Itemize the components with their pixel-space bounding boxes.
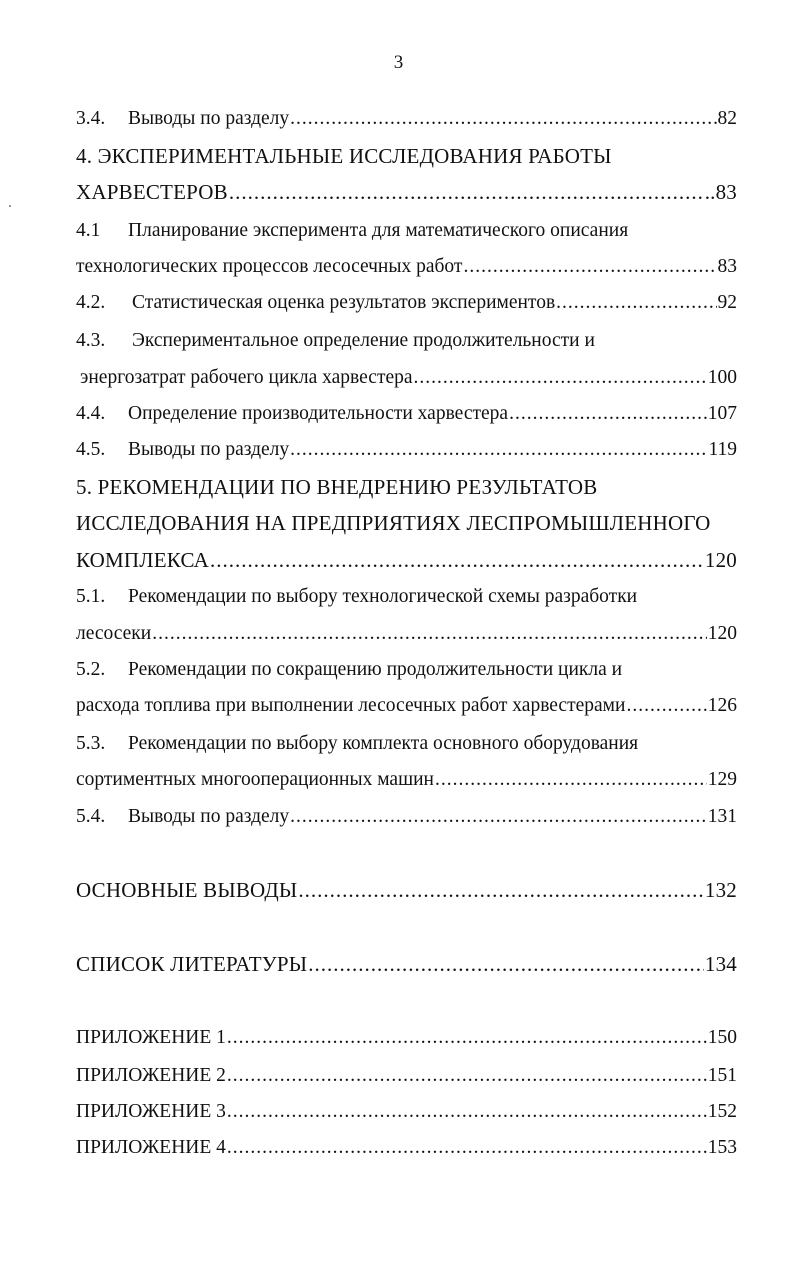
toc-title: Рекомендации по выбору технологической схемы разработки <box>128 586 638 607</box>
toc-leader <box>414 367 707 389</box>
toc-title: ПРИЛОЖЕНИЕ 3 <box>76 1101 226 1122</box>
toc-page: 134 <box>704 952 737 976</box>
toc-number: 4.3. <box>76 330 106 351</box>
toc-title: ИССЛЕДОВАНИЯ НА ПРЕДПРИЯТИЯХ ЛЕСПРОМЫШЛЕННОГО <box>76 511 711 535</box>
toc-entry-5-2-line-2 <box>76 695 737 725</box>
toc-entry-5-3-line-1 <box>76 733 737 763</box>
toc-number: 3.4. <box>76 108 106 129</box>
toc-entry-5-2-line-1 <box>76 659 737 689</box>
toc-leader <box>210 548 704 573</box>
toc-chapter-5-line-2 <box>76 511 737 541</box>
toc-title: 4. ЭКСПЕРИМЕНТАЛЬНЫЕ ИССЛЕДОВАНИЯ РАБОТЫ <box>76 144 612 168</box>
toc-page: 153 <box>707 1137 737 1158</box>
toc-leader <box>509 403 707 425</box>
toc-entry-3-4 <box>76 108 737 138</box>
toc-leader <box>227 1027 707 1049</box>
toc-title: ПРИЛОЖЕНИЕ 4 <box>76 1137 226 1158</box>
toc-leader <box>298 878 703 903</box>
toc-page: 119 <box>708 439 737 460</box>
toc-title: Выводы по разделу <box>128 108 290 129</box>
toc-title: ПРИЛОЖЕНИЕ 1 <box>76 1027 226 1048</box>
toc-appendix-4 <box>76 1137 737 1167</box>
toc-title: ХАРВЕСТЕРОВ <box>76 180 228 204</box>
toc-title: Рекомендации по выбору комплекта основного оборудования <box>128 733 639 754</box>
toc-title: Статистическая оценка результатов экспериментов <box>132 292 556 313</box>
toc-title: Определение производительности харвестера <box>128 403 509 424</box>
toc-page: 82 <box>717 108 737 129</box>
toc-leader <box>435 769 707 791</box>
toc-chapter-5-line-3 <box>76 548 737 578</box>
toc-chapter-5-line-1 <box>76 475 737 505</box>
toc-entry-4-3-line-1 <box>76 330 737 360</box>
toc-page: 107 <box>707 403 737 424</box>
toc-page: 92 <box>717 292 737 313</box>
toc-leader <box>227 1137 707 1159</box>
toc-title: расхода топлива при выполнении лесосечных работ харвестерами <box>76 695 626 716</box>
toc-entry-4-4 <box>76 403 737 433</box>
toc-references <box>76 952 737 982</box>
toc-leader <box>227 1065 707 1087</box>
page-number: 3 <box>393 52 404 73</box>
toc-title: Планирование эксперимента для математического описания <box>128 220 629 241</box>
toc-title: СПИСОК ЛИТЕРАТУРЫ <box>76 952 308 976</box>
toc-leader <box>556 292 716 314</box>
toc-entry-5-4 <box>76 806 737 836</box>
toc-title: технологических процессов лесосечных работ <box>76 256 463 277</box>
toc-entry-5-3-line-2 <box>76 769 737 799</box>
toc-entry-4-5 <box>76 439 737 469</box>
toc-leader <box>229 180 704 205</box>
toc-title: Выводы по разделу <box>128 806 290 827</box>
toc-number: 4.4. <box>76 403 106 424</box>
toc-leader <box>227 1101 707 1123</box>
toc-title: Рекомендации по сокращению продолжительности цикла и <box>128 659 623 680</box>
toc-page: 83 <box>717 256 737 277</box>
toc-number: 5.1. <box>76 586 106 607</box>
toc-title: лесосеки <box>76 623 152 644</box>
toc-chapter-4-line-2 <box>76 180 737 210</box>
toc-page: 150 <box>707 1027 737 1048</box>
toc-number: 5.4. <box>76 806 106 827</box>
toc-main-conclusions <box>76 878 737 908</box>
toc-number: 5.2. <box>76 659 106 680</box>
toc-entry-4-2 <box>76 292 737 322</box>
toc-title: энергозатрат рабочего цикла харвестера <box>80 367 413 388</box>
toc-page: ..83 <box>704 180 737 204</box>
toc-entry-4-1-line-1 <box>76 220 737 250</box>
toc-leader <box>463 256 716 278</box>
toc-page: 152 <box>707 1101 737 1122</box>
toc-appendix-3 <box>76 1101 737 1131</box>
toc-number: 5.3. <box>76 733 106 754</box>
toc-leader <box>290 108 716 130</box>
toc-leader <box>290 806 707 828</box>
toc-title: сортиментных многооперационных машин <box>76 769 434 790</box>
toc-page: 126 <box>707 695 737 716</box>
toc-entry-5-1-line-1 <box>76 586 737 616</box>
toc-number: 4.1 <box>76 220 101 241</box>
toc-title: ПРИЛОЖЕНИЕ 2 <box>76 1065 226 1086</box>
toc-page: 151 <box>707 1065 737 1086</box>
toc-appendix-2 <box>76 1065 737 1095</box>
toc-page: 120 <box>707 623 737 644</box>
toc-entry-5-1-line-2 <box>76 623 737 653</box>
toc-leader <box>290 439 707 461</box>
toc-title: КОМПЛЕКСА <box>76 548 209 572</box>
toc-page: 120 <box>704 548 737 572</box>
toc-appendix-1 <box>76 1027 737 1057</box>
toc-chapter-4-line-1 <box>76 144 737 174</box>
toc-title: Выводы по разделу <box>128 439 290 460</box>
toc-title: 5. РЕКОМЕНДАЦИИ ПО ВНЕДРЕНИЮ РЕЗУЛЬТАТОВ <box>76 475 598 499</box>
toc-page: 131 <box>707 806 737 827</box>
toc-leader <box>152 623 707 645</box>
toc-title: Экспериментальное определение продолжительности и <box>132 330 595 351</box>
scan-speck <box>9 205 11 207</box>
toc-page: 100 <box>707 367 737 388</box>
toc-number: 4.5. <box>76 439 106 460</box>
toc-entry-4-3-line-2 <box>80 367 737 397</box>
toc-leader <box>626 695 706 717</box>
toc-entry-4-1-line-2 <box>76 256 737 286</box>
toc-title: ОСНОВНЫЕ ВЫВОДЫ <box>76 878 298 902</box>
toc-number: 4.2. <box>76 292 106 313</box>
toc-leader <box>308 952 704 977</box>
toc-page: 129 <box>707 769 737 790</box>
toc-page: 132 <box>704 878 737 902</box>
